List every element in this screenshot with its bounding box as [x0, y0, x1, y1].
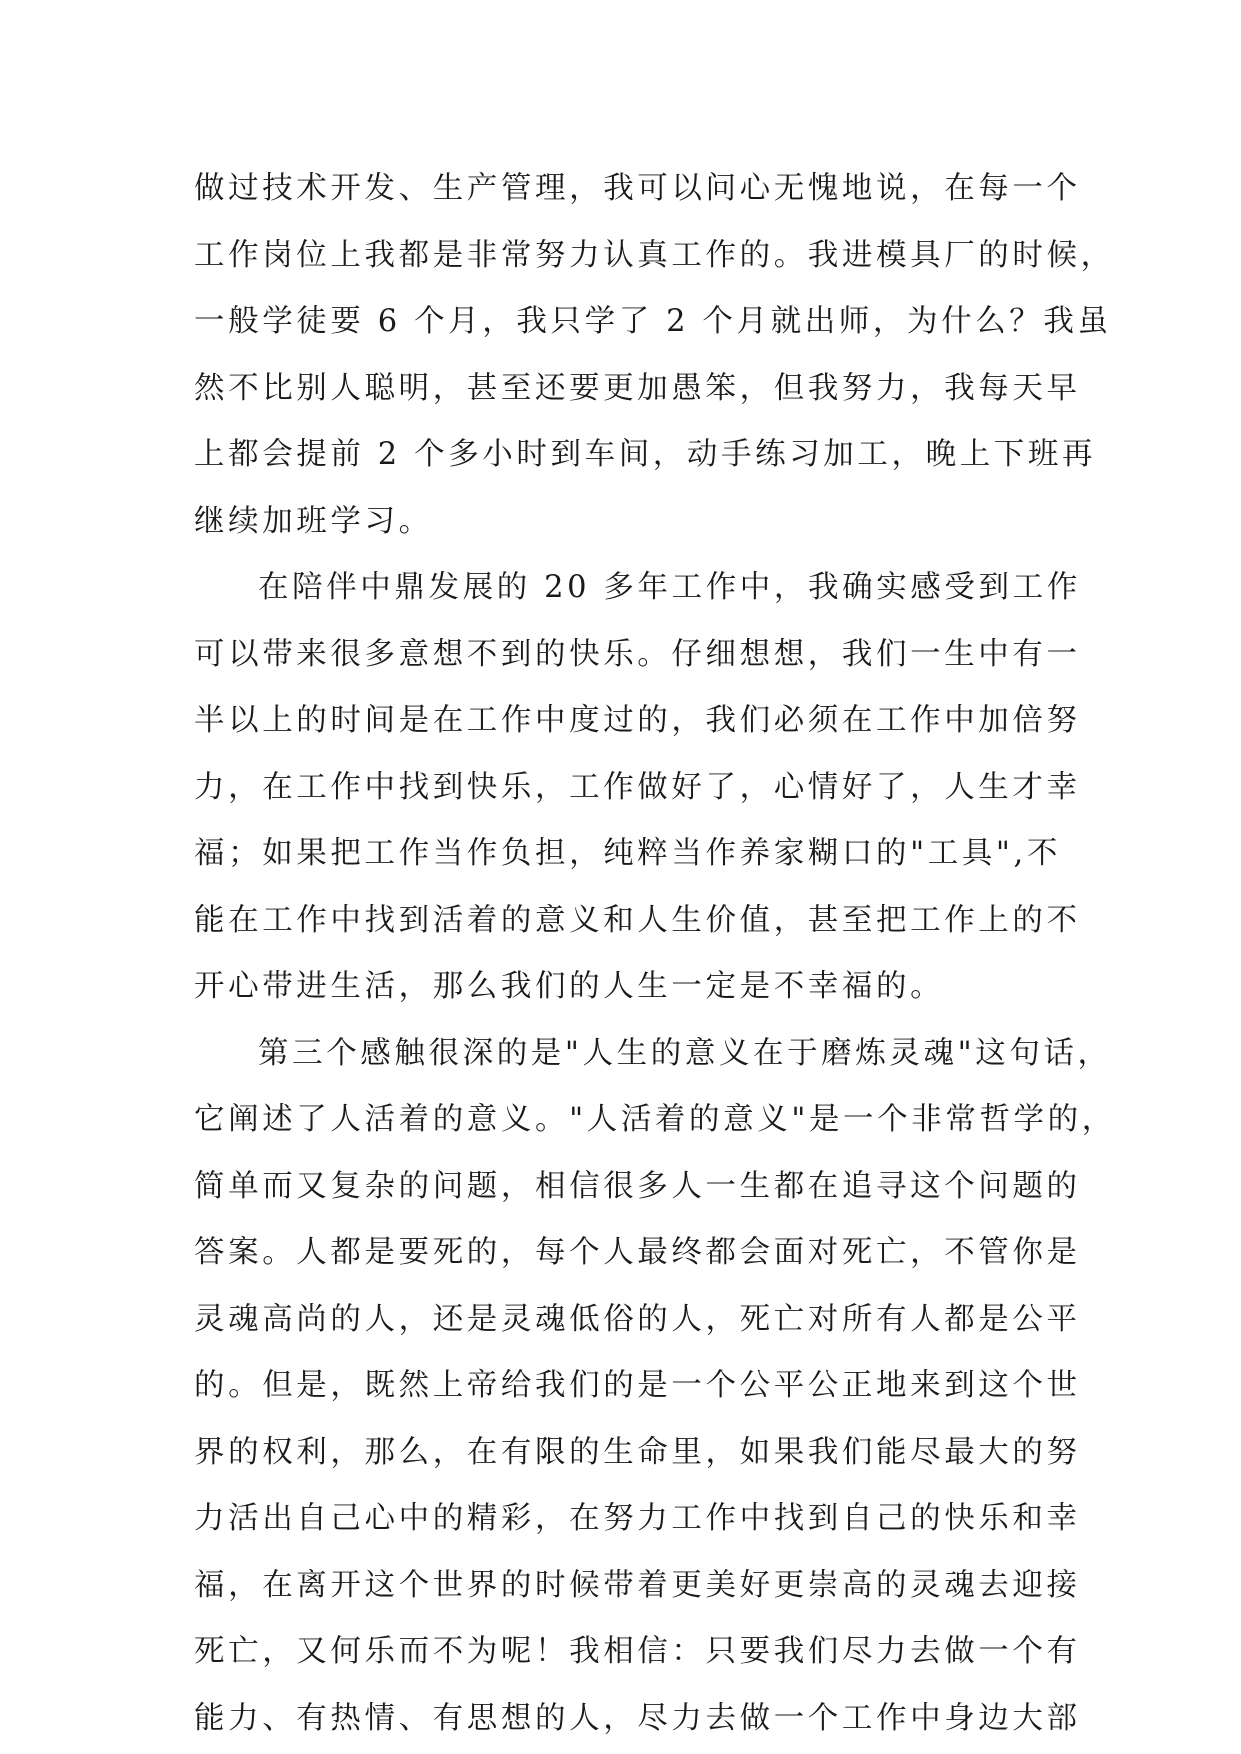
- text-line: 答案。人都是要死的，每个人最终都会面对死亡，不管你是: [194, 1235, 1081, 1270]
- text-line: 福；如果把工作当作负担，纯粹当作养家糊口的"工具",不: [194, 836, 1061, 871]
- text-line: 它阐述了人活着的意义。"人活着的意义"是一个非常哲学的，: [194, 1102, 1116, 1137]
- text-line: 力，在工作中找到快乐，工作做好了，心情好了，人生才幸: [194, 769, 1081, 805]
- paragraph-first-line: 在陪伴中鼎发展的 20 多年工作中，我确实感受到工作: [258, 570, 1081, 605]
- text-line: 简单而又复杂的问题，相信很多人一生都在追寻这个问题的: [194, 1168, 1081, 1204]
- text-line: 灵魂高尚的人，还是灵魂低俗的人，死亡对所有人都是公平: [194, 1301, 1081, 1337]
- text-line: 然不比别人聪明，甚至还要更加愚笨，但我努力，我每天早: [194, 370, 1081, 406]
- text-line: 继续加班学习。: [194, 503, 433, 539]
- text-line: 死亡，又何乐而不为呢！我相信：只要我们尽力去做一个有: [194, 1634, 1081, 1669]
- text-line: 开心带进生活，那么我们的人生一定是不幸福的。: [194, 969, 945, 1004]
- text-line: 界的权利，那么，在有限的生命里，如果我们能尽最大的努: [194, 1434, 1081, 1470]
- text-line: 工作岗位上我都是非常努力认真工作的。我进模具厂的时候，: [194, 237, 1115, 273]
- paragraph-first-line: 第三个感触很深的是"人生的意义在于磨炼灵魂"这句话，: [258, 1035, 1112, 1071]
- text-line: 半以上的时间是在工作中度过的，我们必须在工作中加倍努: [194, 703, 1081, 738]
- text-line: 福，在离开这个世界的时候带着更美好更崇高的灵魂去迎接: [194, 1567, 1081, 1603]
- text-line: 可以带来很多意想不到的快乐。仔细想想，我们一生中有一: [194, 636, 1081, 672]
- text-line: 的。但是，既然上帝给我们的是一个公平公正地来到这个世: [194, 1368, 1081, 1403]
- text-line: 力活出自己心中的精彩，在努力工作中找到自己的快乐和幸: [194, 1501, 1081, 1536]
- text-line: 上都会提前 2 个多小时到车间，动手练习加工，晚上下班再: [194, 437, 1097, 472]
- text-line: 能在工作中找到活着的意义和人生价值，甚至把工作上的不: [194, 902, 1081, 938]
- text-line: 一般学徒要 6 个月，我只学了 2 个月就出师，为什么？我虽: [194, 304, 1112, 339]
- text-line: 做过技术开发、生产管理，我可以问心无愧地说，在每一个: [194, 171, 1081, 206]
- text-line: 能力、有热情、有思想的人，尽力去做一个工作中身边大部: [194, 1700, 1081, 1736]
- document-body: [194, 156, 1116, 1752]
